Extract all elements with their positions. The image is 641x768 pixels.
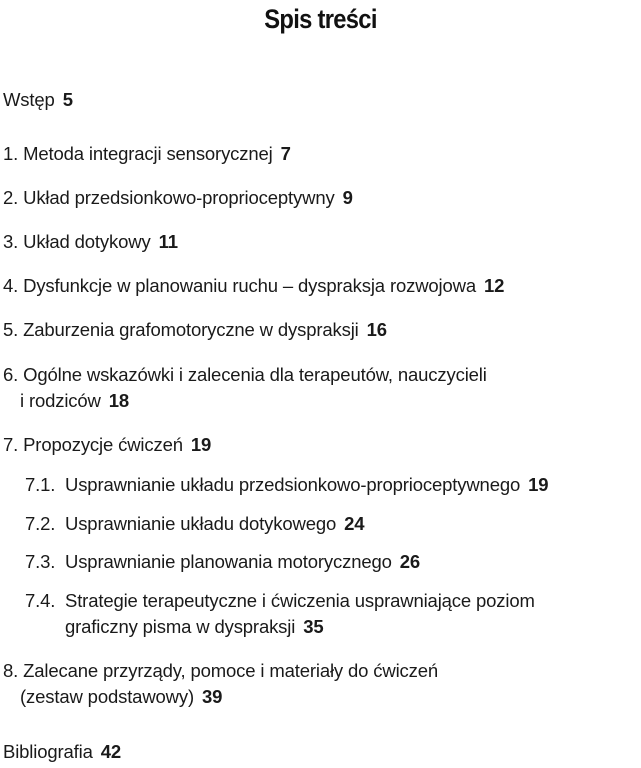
toc-entry-label-line2: (zestaw podstawowy) (20, 686, 194, 707)
toc-entry-label: 5. Zaburzenia grafomotoryczne w dyspraksji (3, 319, 359, 340)
toc-entry-label: 7. Propozycje ćwiczeń (3, 434, 183, 455)
toc-entry-8[interactable] (3, 658, 438, 710)
toc-entry-prefix: 7.1. (25, 474, 56, 495)
toc-page-number: 19 (528, 474, 549, 495)
toc-entry-6[interactable] (3, 362, 487, 414)
toc-page-number: 35 (303, 616, 324, 637)
toc-entry-label: Usprawnianie układu przedsionkowo-proprioceptywnego (65, 474, 521, 495)
toc-entry-prefix: 7.4. (25, 590, 56, 611)
toc-page-number: 16 (366, 319, 387, 340)
toc-entry-label: Usprawnianie układu dotykowego (65, 513, 337, 534)
toc-page-number: 11 (158, 231, 178, 252)
toc-entry-label: 4. Dysfunkcje w planowaniu ruchu – dyspraksja rozwojowa (3, 275, 476, 296)
toc-entry-label: Bibliografia (3, 741, 93, 762)
toc-entry-2[interactable] (3, 185, 353, 211)
toc-page-number: 39 (202, 686, 223, 707)
toc-page-number: 7 (280, 143, 291, 164)
toc-page-number: 26 (399, 551, 421, 572)
toc-entry-7[interactable] (3, 432, 211, 458)
toc-page-number: 24 (344, 513, 365, 534)
toc-entry-prefix: 7.2. (25, 513, 56, 534)
toc-entry-label: Usprawnianie planowania motorycznego (65, 551, 392, 572)
toc-entry-4[interactable] (3, 273, 504, 299)
toc-entry-7-4[interactable] (25, 588, 535, 640)
toc-entry-7-2[interactable] (25, 511, 364, 537)
toc-entry-prefix: 7.3. (25, 551, 56, 572)
toc-entry-label-line2: graficzny pisma w dyspraksji (65, 616, 296, 637)
toc-page-number: 19 (190, 434, 212, 455)
toc-page-number: 42 (100, 741, 122, 762)
toc-entry-intro[interactable] (3, 87, 73, 113)
toc-entry-label: 1. Metoda integracji sensorycznej (3, 143, 273, 164)
toc-entry-label: 2. Układ przedsionkowo-proprioceptywny (3, 187, 335, 208)
toc-entry-label: Wstęp (3, 89, 55, 110)
toc-page-number: 9 (342, 187, 353, 208)
toc-entry-label-line1: 6. Ogólne wskazówki i zalecenia dla terapeutów, nauczycieli (3, 364, 487, 385)
toc-entry-label-line2: i rodziców (20, 390, 101, 411)
toc-entry-7-3[interactable] (25, 549, 420, 575)
toc-entry-1[interactable] (3, 141, 291, 167)
toc-page-number: 18 (108, 390, 130, 411)
toc-entry-7-1[interactable] (25, 472, 548, 498)
toc-page-number: 12 (484, 275, 505, 296)
toc-entry-label-line1: Strategie terapeutyczne i ćwiczenia usprawniające poziom (65, 590, 535, 611)
toc-entry-3[interactable] (3, 229, 178, 255)
page-title: Spis treści (264, 4, 377, 34)
toc-entry-label: 3. Układ dotykowy (3, 231, 151, 252)
toc-entry-bibliography[interactable] (3, 739, 121, 765)
toc-entry-label-line1: 8. Zalecane przyrządy, pomoce i materiały do ćwiczeń (3, 660, 439, 681)
toc-entry-5[interactable] (3, 317, 387, 343)
toc-page-number: 5 (62, 89, 73, 110)
